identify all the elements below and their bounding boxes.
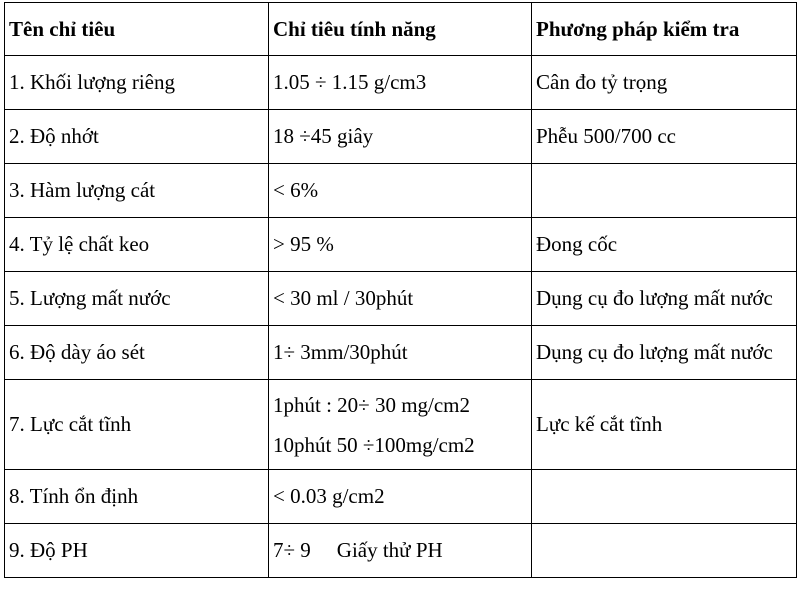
row-spec-line: 10phút 50 ÷100mg/cm2 [273,432,475,457]
row-method: Đong cốc [532,218,797,272]
table-row [5,380,797,470]
header-test-method: Phương pháp kiểm tra [532,3,797,56]
row-spec-line: 1phút : 20÷ 30 mg/cm2 [273,392,471,417]
row-spec: < 0.03 g/cm2 [269,470,532,524]
row-method: Lực kế cắt tĩnh [532,380,797,470]
table-row [5,164,797,218]
row-spec: < 6% [269,164,532,218]
table-row [5,56,797,110]
row-name: 1. Khối lượng riêng [5,56,269,110]
row-method: Cân đo tỷ trọng [532,56,797,110]
header-criterion: Tên chỉ tiêu [5,3,269,56]
row-spec: < 30 ml / 30phút [269,272,532,326]
page-bottom-margin [0,585,800,600]
row-method: Phễu 500/700 cc [532,110,797,164]
specification-table [4,2,797,578]
table-row [5,470,797,524]
row-name: 8. Tính ổn định [5,470,269,524]
table-row [5,272,797,326]
row-method [532,470,797,524]
row-name: 6. Độ dày áo sét [5,326,269,380]
table-row [5,218,797,272]
table-row [5,524,797,578]
row-spec: > 95 % [269,218,532,272]
row-name: 4. Tỷ lệ chất keo [5,218,269,272]
row-spec: 1÷ 3mm/30phút [269,326,532,380]
table-header-row [5,3,797,56]
row-spec [269,380,532,470]
row-name: 9. Độ PH [5,524,269,578]
header-specification: Chỉ tiêu tính năng [269,3,532,56]
row-method [532,164,797,218]
table-row [5,110,797,164]
row-name: 3. Hàm lượng cát [5,164,269,218]
table-row [5,326,797,380]
row-spec [269,524,532,578]
row-name: 2. Độ nhớt [5,110,269,164]
row-method: Dụng cụ đo lượng mất nước [532,326,797,380]
row-method [532,524,797,578]
row-name: 5. Lượng mất nước [5,272,269,326]
row-spec-method: Giấy thử PH [336,538,443,562]
row-spec: 1.05 ÷ 1.15 g/cm3 [269,56,532,110]
row-name: 7. Lực cắt tĩnh [5,380,269,470]
row-spec-value: 7÷ 9 [273,538,311,562]
row-method: Dụng cụ đo lượng mất nước [532,272,797,326]
row-spec: 18 ÷45 giây [269,110,532,164]
